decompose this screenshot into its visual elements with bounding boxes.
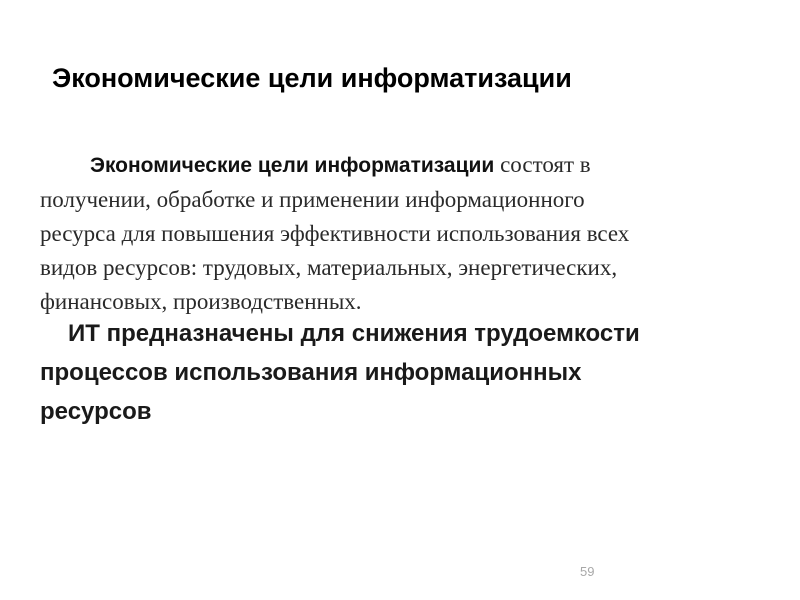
paragraph-economic-goals	[40, 148, 770, 319]
page-number: 59	[580, 564, 595, 579]
paragraph-line: ИТ предназначены для снижения трудоемкости	[68, 320, 640, 347]
slide-title: Экономические цели информатизации	[52, 63, 572, 93]
paragraph-line: ресурса для повышения эффективности использования всех	[40, 221, 630, 246]
paragraph-line: ресурсов	[40, 398, 152, 425]
paragraph-line: процессов использования информационных	[40, 359, 582, 386]
line-rest-text: состоят в	[494, 152, 591, 177]
paragraph-it-purpose	[40, 314, 780, 431]
paragraph-line: финансовых, производственных.	[40, 289, 362, 314]
paragraph-line	[40, 148, 770, 183]
paragraph-line: видов ресурсов: трудовых, материальных, энергетических,	[40, 255, 618, 280]
bold-lead-text: Экономические цели информатизации	[90, 154, 495, 177]
paragraph-line: получении, обработке и применении информационного	[40, 187, 585, 212]
